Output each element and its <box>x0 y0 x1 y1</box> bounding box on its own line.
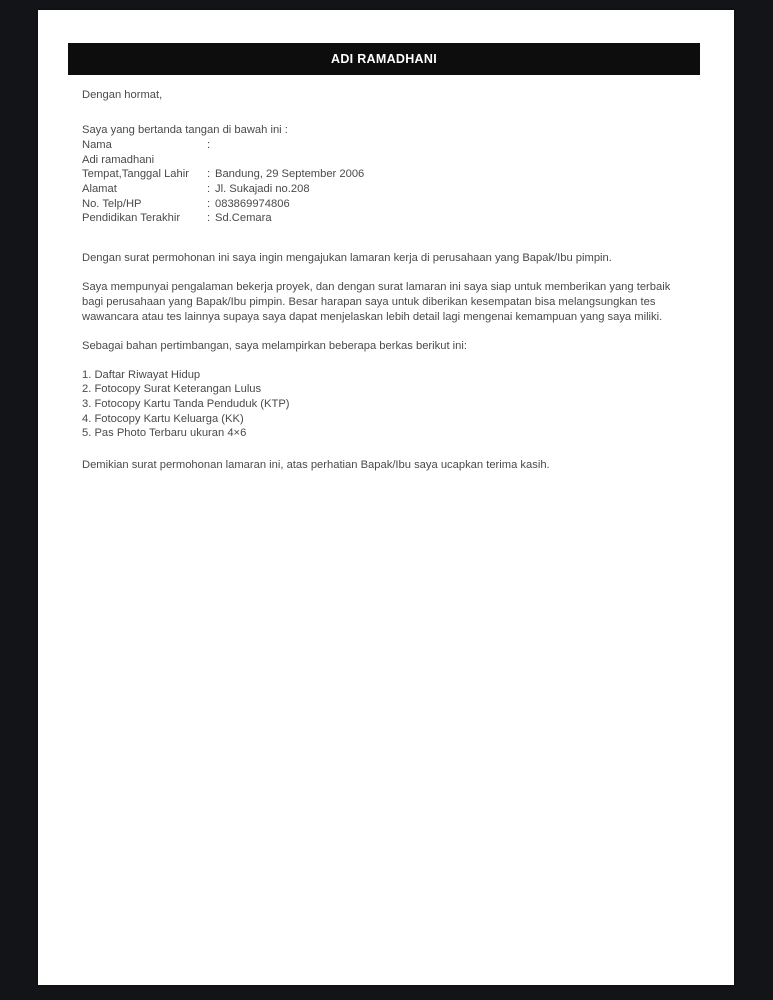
list-item: 3. Fotocopy Kartu Tanda Penduduk (KTP) <box>82 397 290 410</box>
paragraph-experience: Saya mempunyai pengalaman bekerja proyek, dan dengan surat lamaran ini saya siap untuk memberikan yang terbaik bagi perusahaan yang Bapak/Ibu pimpin. Besar harapan saya untuk diberikan kesempatan bisa melangsungkan tes wawancara atau tes lainnya supaya saya dapat menjelaskan lebih detail lagi mengenai kemampuan yang saya miliki. <box>82 281 671 323</box>
list-item: 4. Fotocopy Kartu Keluarga (KK) <box>82 412 244 425</box>
document-body <box>82 88 692 472</box>
list-item: 5. Pas Photo Terbaru ukuran 4×6 <box>82 427 247 440</box>
detail-separator: : <box>207 182 211 195</box>
detail-value: Jl. Sukajadi no.208 <box>215 182 310 195</box>
list-item: 2. Fotocopy Surat Keterangan Lulus <box>82 383 262 396</box>
detail-row-alamat <box>82 182 692 197</box>
detail-row-telepon <box>82 197 692 212</box>
detail-row-pendidikan <box>82 211 692 226</box>
attachments-intro: Sebagai bahan pertimbangan, saya melampirkan beberapa berkas berikut ini: <box>82 340 467 353</box>
detail-label: Tempat,Tanggal Lahir <box>82 168 189 181</box>
detail-separator: : <box>207 212 211 225</box>
page-title: ADI RAMADHANI <box>331 52 437 66</box>
detail-row-nama <box>82 138 692 153</box>
intro-line: Saya yang bertanda tangan di bawah ini : <box>82 123 288 136</box>
closing-paragraph: Demikian surat permohonan lamaran ini, atas perhatian Bapak/Ibu saya ucapkan terima kasih. <box>82 458 550 471</box>
detail-label: No. Telp/HP <box>82 197 142 210</box>
detail-separator: : <box>207 197 211 210</box>
detail-row-tempat-tanggal-lahir <box>82 167 692 182</box>
detail-label: Nama <box>82 139 112 152</box>
detail-separator: : <box>207 168 211 181</box>
list-item: 1. Daftar Riwayat Hidup <box>82 368 201 381</box>
salutation: Dengan hormat, <box>82 89 163 101</box>
document-page <box>38 10 734 985</box>
detail-value: Sd.Cemara <box>215 212 272 225</box>
detail-value <box>215 138 692 153</box>
paragraph-intent: Dengan surat permohonan ini saya ingin mengajukan lamaran kerja di perusahaan yang Bapak/Ibu pimpin. <box>82 251 612 264</box>
detail-label: Pendidikan Terakhir <box>82 212 181 225</box>
detail-value: Bandung, 29 September 2006 <box>215 168 365 181</box>
detail-value: 083869974806 <box>215 197 290 210</box>
document-header-bar <box>68 43 700 75</box>
applicant-name: Adi ramadhani <box>82 153 155 166</box>
detail-label: Alamat <box>82 182 117 195</box>
attachments-list <box>82 368 692 441</box>
applicant-details <box>82 138 692 226</box>
detail-separator: : <box>207 139 211 152</box>
